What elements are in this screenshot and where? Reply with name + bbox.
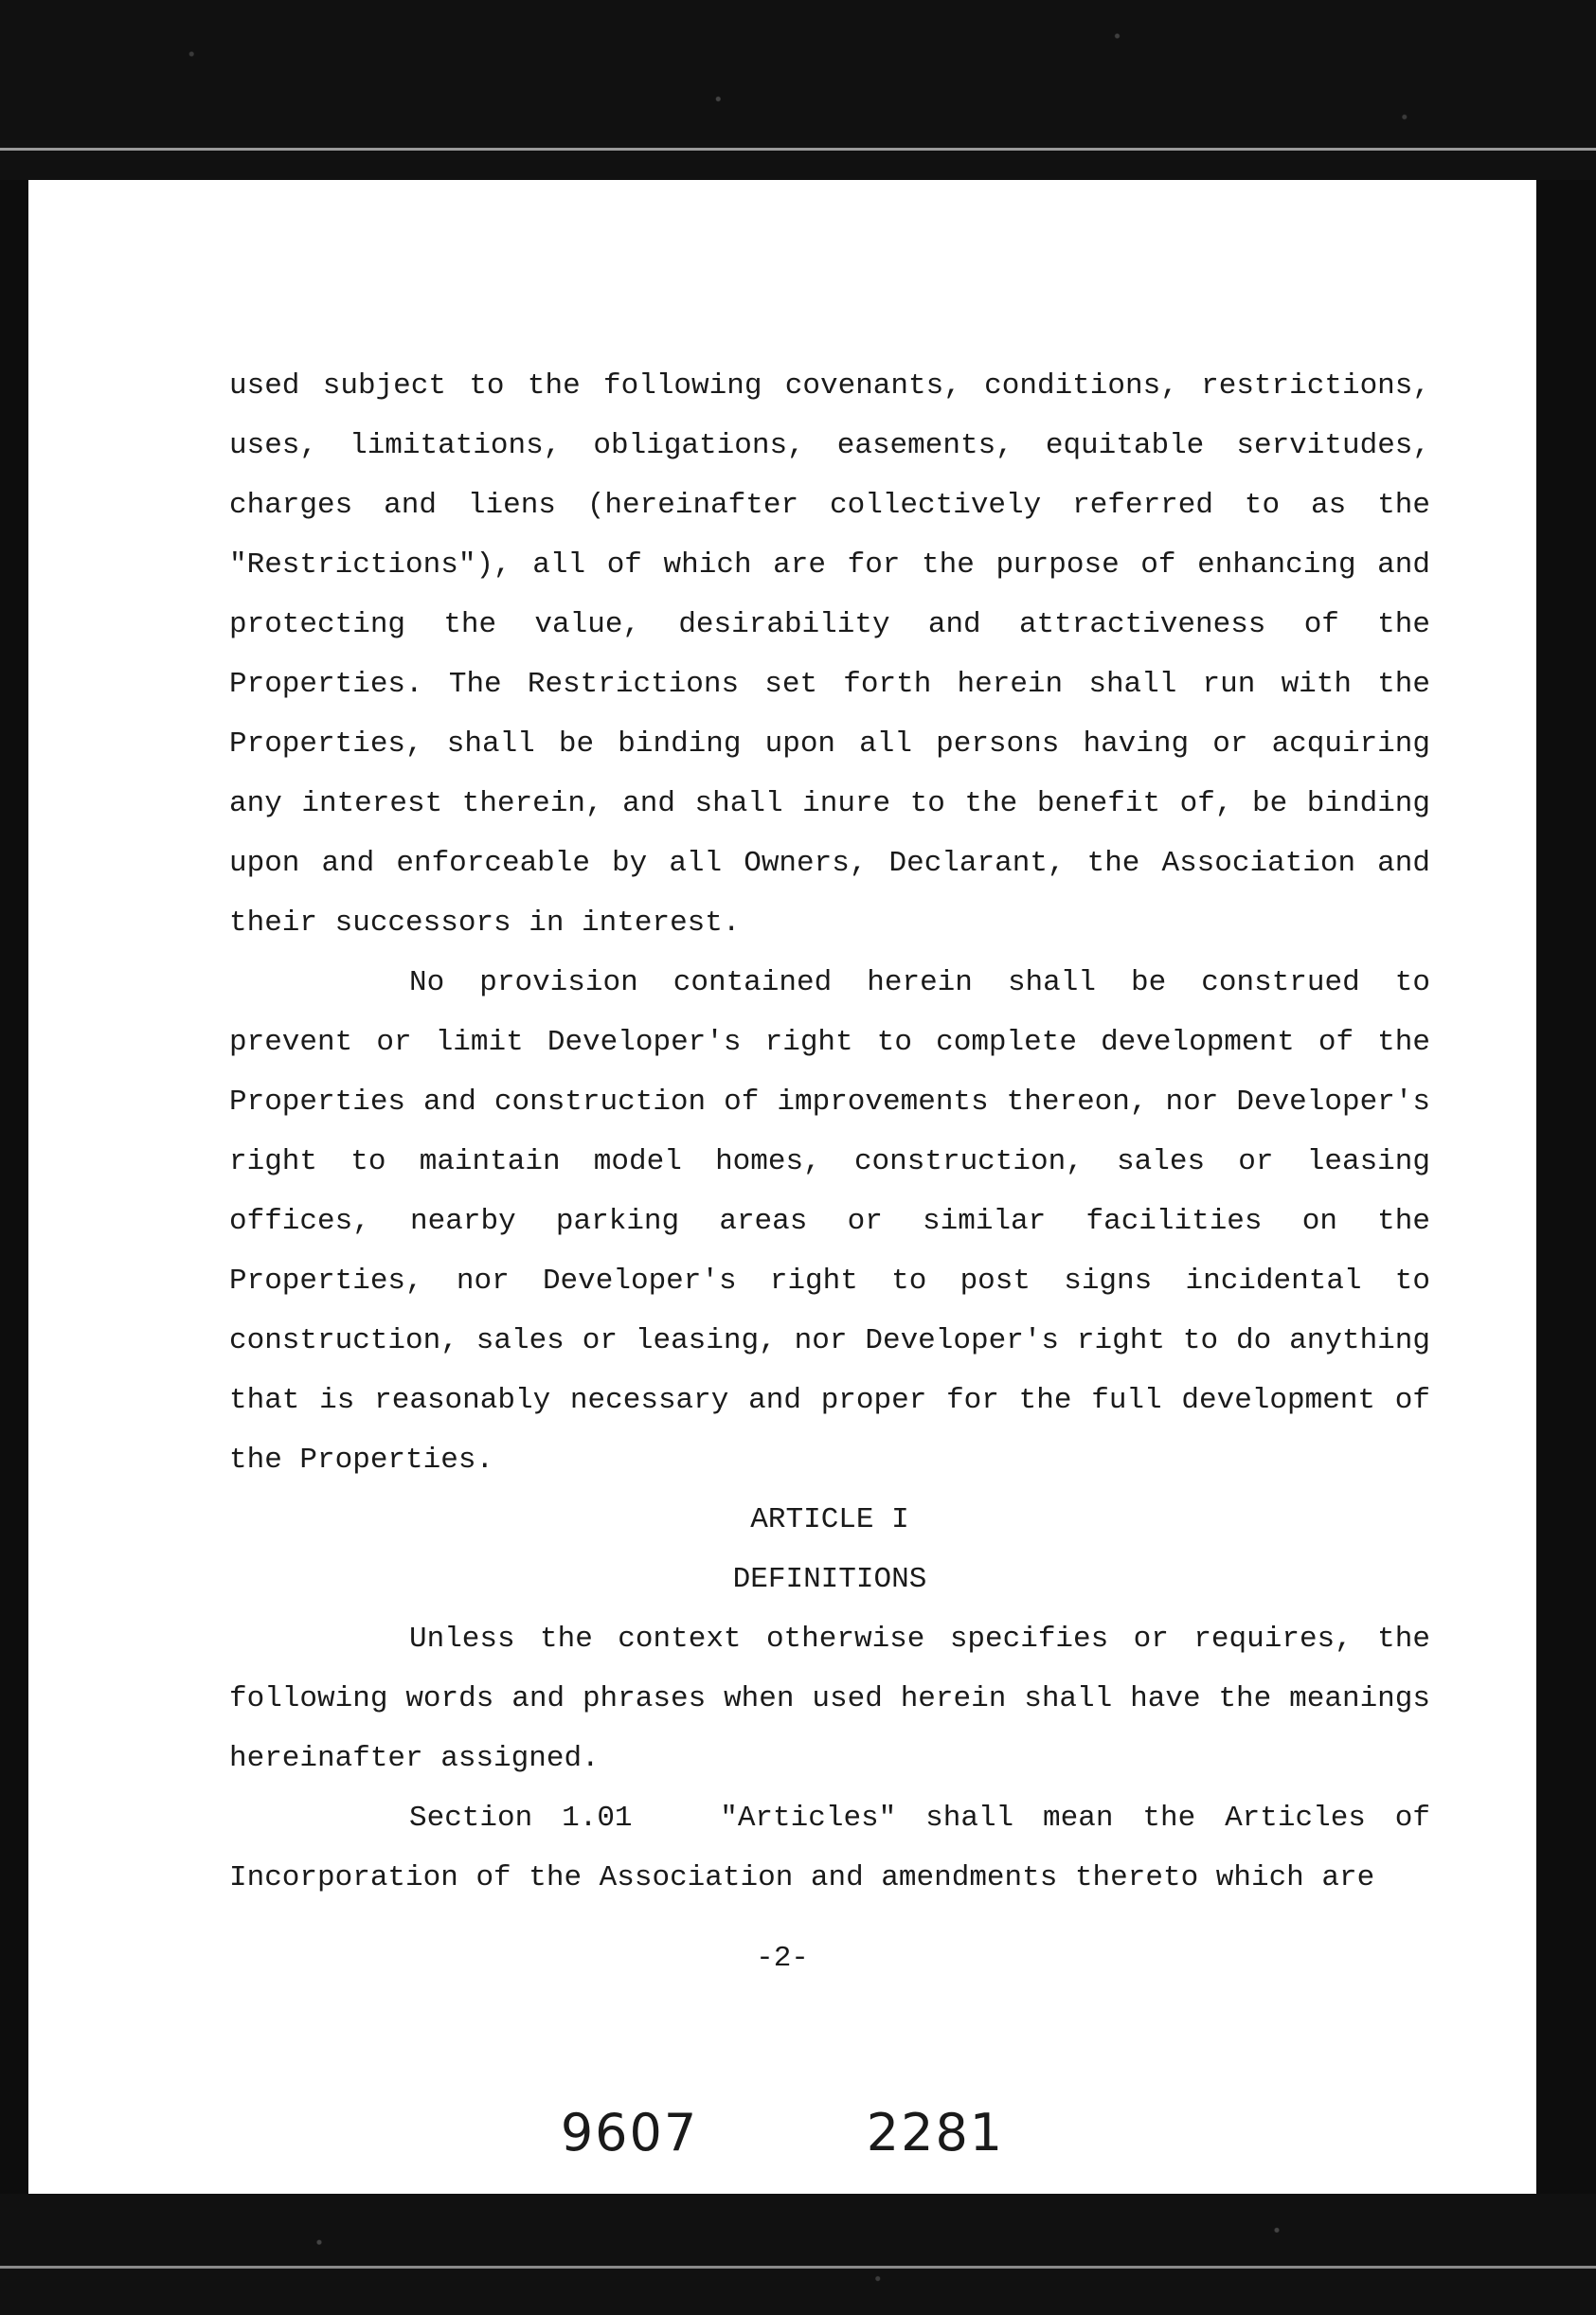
- article-title: DEFINITIONS: [732, 1563, 927, 1596]
- paragraph-developer-rights: No provision contained herein shall be construed to prevent or limit Developer's right to complete development of the Properties and construction of improvements thereon, nor Developer's right to maintain model homes, construction, sales or leasing offices, nearby parking areas or similar facilities on the Properties, nor Developer's right to post signs incidental to construction, sales or leasing, nor Developer's right to do anything that is reasonably necessary and proper for the full development of the Properties.: [229, 966, 1430, 1477]
- paragraph-restrictions: used subject to the following covenants, conditions, restrictions, uses, limitations, obligations, easements, equitable servitudes, charges and liens (hereinafter collectively referred to as the "Restrictions"), all of which are for the purpose of enhancing and protecting the value, desirability and attractiveness of the Properties. The Restrictions set forth herein shall run with the Properties, shall be binding upon all persons having or acquiring any interest therein, and shall inure to the benefit of, be binding upon and enforceable by all Owners, Declarant, the Association and their successors in interest.: [229, 369, 1430, 940]
- page-number: -2-: [756, 1942, 809, 1975]
- document-page: [28, 180, 1536, 2194]
- scan-border-bottom: [0, 2194, 1596, 2315]
- paragraph-definitions-intro: Unless the context otherwise specifies or requires, the following words and phrases when used herein shall have the meanings hereinafter assigned.: [229, 1623, 1430, 1775]
- scan-rule-top: [0, 148, 1596, 151]
- document-number: 9607 2281: [560, 2103, 1005, 2162]
- document-body: [229, 356, 1448, 1908]
- article-heading: ARTICLE I: [750, 1503, 909, 1536]
- scan-border-top: [0, 0, 1596, 180]
- scan-rule-bottom: [0, 2266, 1596, 2269]
- section-1-01: Section 1.01 "Articles" shall mean the Articles of Incorporation of the Association and amendments thereto which are: [229, 1802, 1448, 1894]
